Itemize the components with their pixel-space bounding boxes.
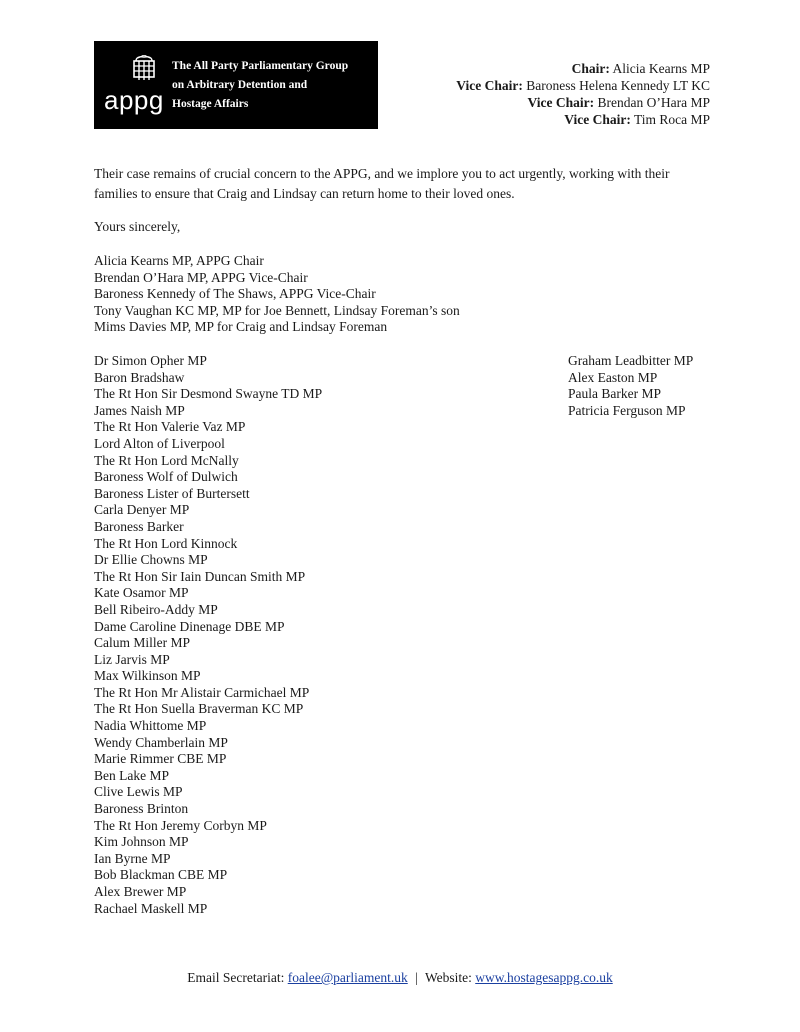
signatory-name: Dame Caroline Dinenage DBE MP [94,618,285,634]
signatory-name: Paula Barker MP [568,386,661,402]
officer-row [456,77,710,94]
officer-row [456,60,710,77]
signatory-name: Bob Blackman CBE MP [94,867,228,883]
signatory-name: The Rt Hon Sir Desmond Swayne TD MP [94,386,323,402]
signatory-name: Baroness Barker [94,518,184,534]
signatory-name: Baroness Wolf of Dulwich [94,469,238,485]
signatory-name: Patricia Ferguson MP [568,402,686,418]
signatory-name: Ben Lake MP [94,767,169,783]
signatory-name: Bell Ribeiro-Addy MP [94,601,218,617]
signatory-name: Ian Byrne MP [94,850,171,866]
signatory-name: Clive Lewis MP [94,784,183,800]
email-label: Email Secretariat: [187,970,285,985]
signatory-name: Calum Miller MP [94,635,191,651]
signatory-name: Baroness Brinton [94,801,189,817]
signatory-name: The Rt Hon Valerie Vaz MP [94,419,246,435]
officer-name: Brendan O’Hara MP [597,95,710,110]
signatory-name: Graham Leadbitter MP [568,353,694,368]
officer-role: Vice Chair: [527,95,595,110]
signatory-name: Alex Brewer MP [94,884,187,899]
signatory-name: Marie Rimmer CBE MP [94,751,227,767]
signatories-column-1 [94,353,322,917]
officer-name: Alicia Kearns MP [612,61,710,76]
signatory-name: Dr Simon Opher MP [94,353,207,368]
signatory-name: Carla Denyer MP [94,502,190,518]
email-link[interactable]: foalee@parliament.uk [287,970,408,985]
signatory-name: Rachael Maskell MP [94,900,208,916]
logo-line-1: The All Party Parliamentary Group [172,60,349,72]
signatory-name: Lord Alton of Liverpool [94,435,225,451]
portcullis-icon [132,55,156,83]
signatory-name: Max Wilkinson MP [94,668,201,684]
appg-logo [94,41,378,129]
signatory-name: The Rt Hon Lord McNally [94,452,239,468]
signatory-name: Tony Vaughan KC MP, MP for Joe Bennett, Lindsay Foreman’s son [94,302,460,318]
logo-line-2: on Arbitrary Detention and [172,79,308,91]
logo-text [172,57,348,114]
signatory-name: Nadia Whittome MP [94,718,207,734]
officer-row [456,94,710,111]
signatory-name: Alicia Kearns MP, APPG Chair [94,253,264,268]
officer-name: Tim Roca MP [633,112,710,127]
signatory-name: James Naish MP [94,402,185,418]
signatory-name: Alex Easton MP [568,369,658,385]
footer [0,970,800,986]
signatory-name: The Rt Hon Lord Kinnock [94,535,238,551]
website-label: Website: [424,970,472,985]
signatory-name: Kate Osamor MP [94,585,189,601]
signatories-main [94,253,460,336]
body-paragraph: Their case remains of crucial concern to the APPG, and we implore you to act urgently, working with their families to ensure that Craig and Lindsay can return home to their loved ones. [94,166,670,201]
officer-row [456,111,710,128]
signatory-name: Liz Jarvis MP [94,651,170,667]
officer-role: Vice Chair: [564,112,631,127]
signatory-name: Wendy Chamberlain MP [94,734,228,750]
officer-list [456,60,710,128]
signatory-name: Mims Davies MP, MP for Craig and Lindsay Foreman [94,319,388,335]
signatory-name: The Rt Hon Jeremy Corbyn MP [94,817,267,833]
signatory-name: The Rt Hon Sir Iain Duncan Smith MP [94,568,306,584]
signatories-column-2 [568,353,693,419]
signatory-name: Kim Johnson MP [94,834,189,850]
signatory-name: Baron Bradshaw [94,369,185,385]
officer-role: Chair: [571,61,610,76]
closing-line: Yours sincerely, [94,219,181,234]
signatory-name: The Rt Hon Suella Braverman KC MP [94,701,304,717]
signatory-name: Baroness Kennedy of The Shaws, APPG Vice-Chair [94,286,376,302]
officer-name: Baroness Helena Kennedy LT KC [526,78,710,93]
signatory-name: The Rt Hon Mr Alistair Carmichael MP [94,684,310,700]
signatory-name: Dr Ellie Chowns MP [94,552,208,568]
logo-line-3: Hostage Affairs [172,98,249,110]
footer-separator: | [415,970,418,985]
logo-acronym: appg [104,85,164,115]
signatory-name: Brendan O’Hara MP, APPG Vice-Chair [94,269,308,285]
website-link[interactable]: www.hostagesappg.co.uk [475,970,613,985]
officer-role: Vice Chair: [456,78,523,93]
signatory-name: Baroness Lister of Burtersett [94,485,250,501]
